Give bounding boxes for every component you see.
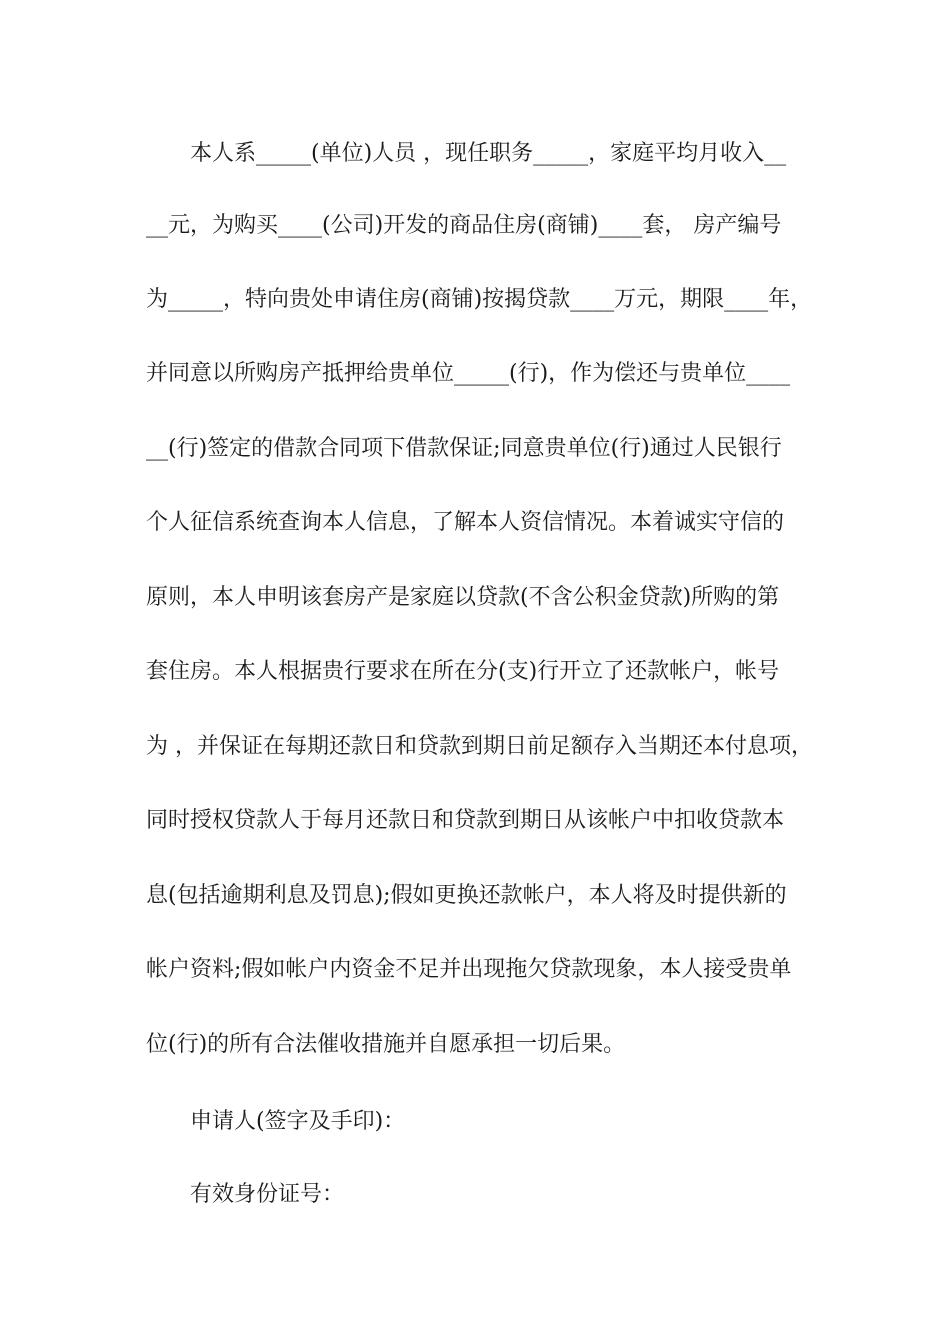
body-line-2: __元，为购买____(公司)开发的商品住房(商铺)____套， 房产编号 [146, 213, 782, 238]
body-line-9: 为 ，并保证在每期还款日和贷款到期日前足额存入当期还本付息项， [146, 734, 813, 759]
applicant-signature-label: 申请人(签字及手印)： [190, 1109, 406, 1134]
body-line-13: 位(行)的所有合法催收措施并自愿承担一切后果。 [146, 1032, 626, 1057]
body-line-8: 套住房。本人根据贵行要求在所在分(支)行开立了还款帐户，帐号 [146, 659, 780, 684]
body-line-11: 息(包括逾期利息及罚息);假如更换还款帐户，本人将及时提供新的 [146, 883, 787, 908]
body-line-7: 原则，本人申明该套房产是家庭以贷款(不含公积金贷款)所购的第 [146, 585, 780, 610]
body-line-10: 同时授权贷款人于每月还款日和贷款到期日从该帐户中扣收贷款本 [146, 808, 785, 833]
body-line-3: 为_____，特向贵处申请住房(商铺)按揭贷款____万元，期限____年， [146, 287, 813, 312]
body-line-5: __(行)签定的借款合同项下借款保证;同意贵单位(行)通过人民银行 [146, 436, 782, 461]
body-line-4: 并同意以所购房产抵押给贵单位_____(行)，作为偿还与贵单位____ [146, 361, 791, 386]
id-number-label: 有效身份证号： [190, 1182, 345, 1207]
body-line-6: 个人征信系统查询本人信息，了解本人资信情况。本着诚实守信的 [146, 510, 785, 535]
body-line-1: 本人系_____(单位)人员 ，现任职务_____，家庭平均月收入__ [190, 141, 787, 166]
body-line-12: 帐户资料;假如帐户内资金不足并出现拖欠贷款现象，本人接受贵单 [146, 957, 792, 982]
